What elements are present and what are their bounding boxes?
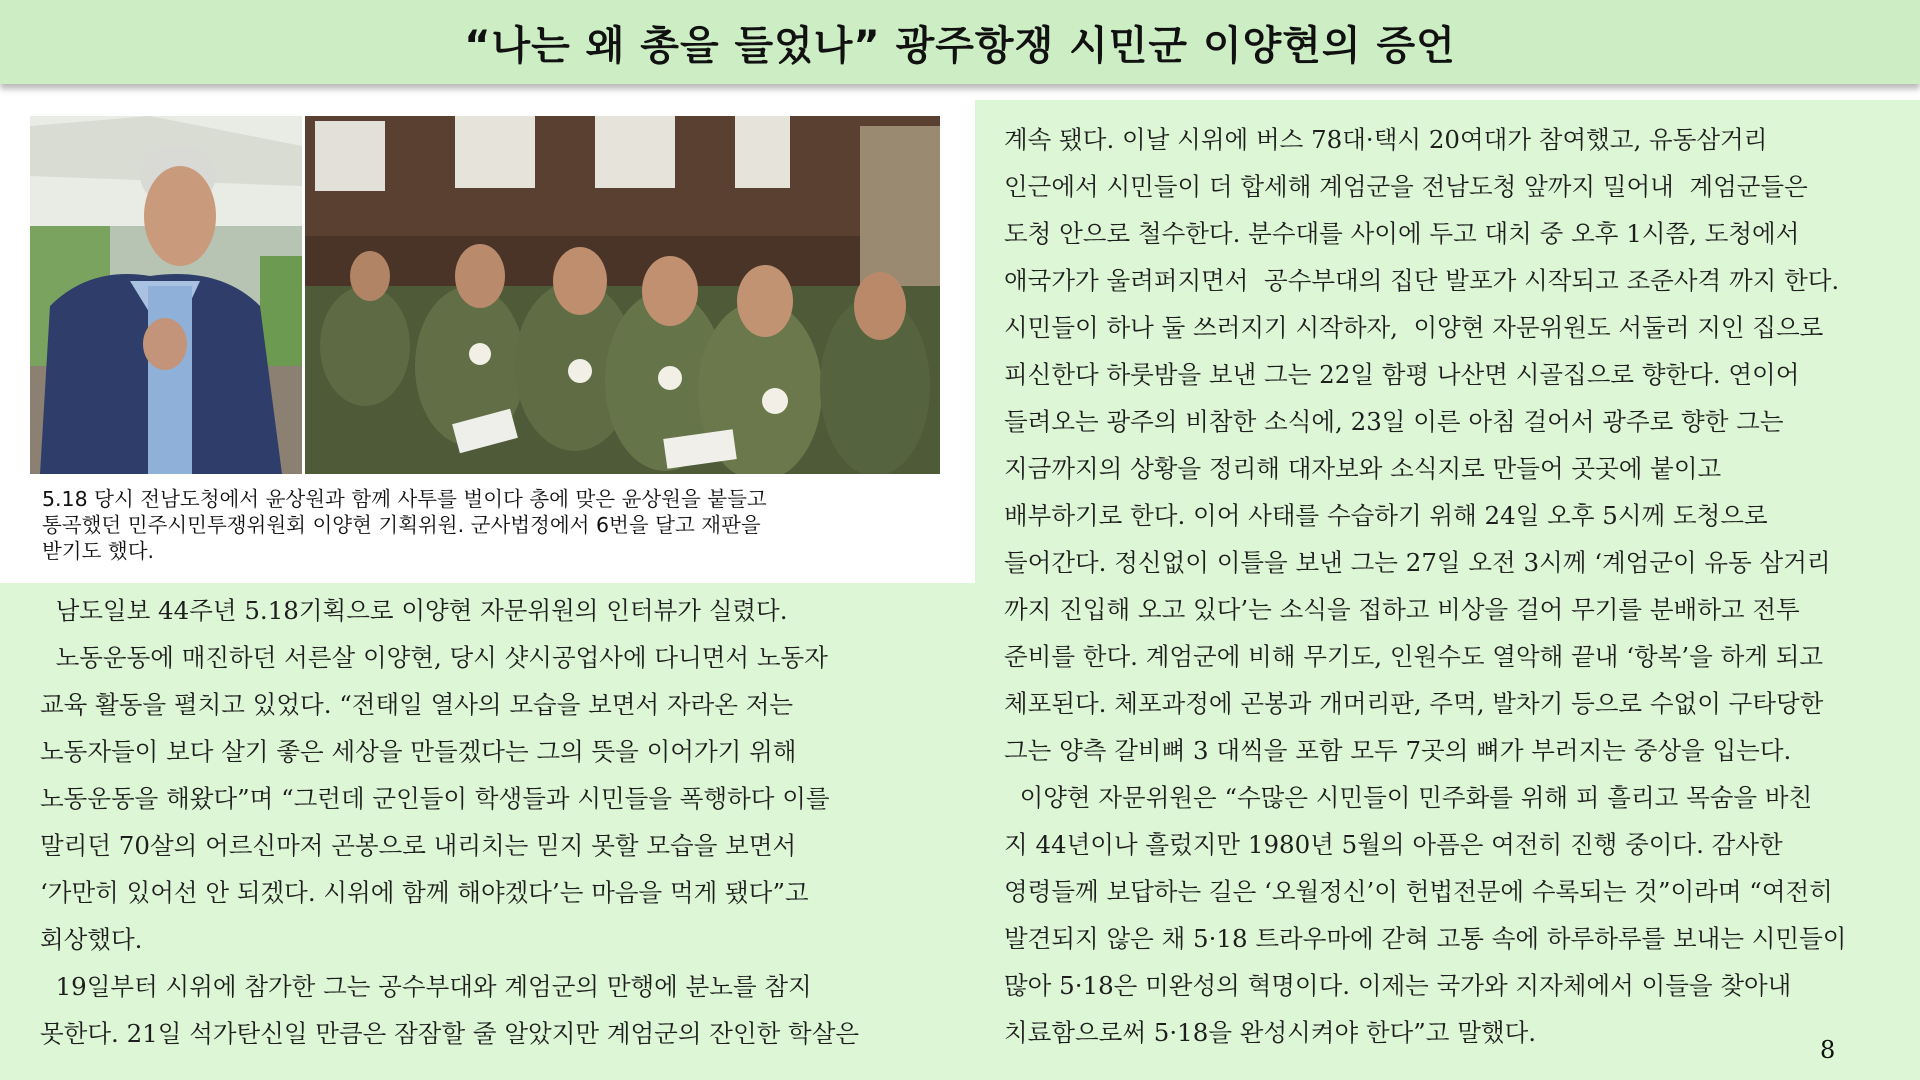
- article-line: 19일부터 시위에 참가한 그는 공수부대와 계엄군의 만행에 분노를 참지: [40, 972, 812, 1001]
- photo-interviewee: [30, 116, 302, 474]
- article-line: 들려오는 광주의 비참한 소식에, 23일 이른 아침 걸어서 광주로 향한 그는: [1004, 407, 1784, 436]
- article-line: 발견되지 않은 채 5·18 트라우마에 갇혀 고통 속에 하루하루를 보내는 시민들이: [1004, 924, 1847, 953]
- page-number: 8: [1820, 1036, 1836, 1064]
- article-line: 지 44년이나 흘렀지만 1980년 5월의 아픔은 여전히 진행 중이다. 감사한: [1004, 830, 1783, 859]
- article-line: 시민들이 하나 둘 쓰러지기 시작하자, 이양현 자문위원도 서둘러 지인 집으로: [1004, 313, 1824, 342]
- article-line: 노동운동을 해왔다”며 “그런데 군인들이 학생들과 시민들을 폭행하다 이를: [40, 784, 830, 813]
- article-line: 남도일보 44주년 5.18기획으로 이양현 자문위원의 인터뷰가 실렸다.: [40, 596, 788, 625]
- article-line: 까지 진입해 오고 있다’는 소식을 접하고 비상을 걸어 무기를 분배하고 전투: [1004, 595, 1800, 624]
- article-line: 인근에서 시민들이 더 합세해 계엄군을 전남도청 앞까지 밀어내 계엄군들은: [1004, 172, 1808, 201]
- photo-caption: [42, 486, 942, 564]
- photo-panel: [30, 116, 940, 474]
- title-bar: [0, 0, 1920, 84]
- article-line: 들어간다. 정신없이 이틀을 보낸 그는 27일 오전 3시께 ‘계엄군이 유동 삼거리: [1004, 548, 1831, 577]
- article-line: 그는 양측 갈비뼈 3 대씩을 포함 모두 7곳의 뼈가 부러지는 중상을 입는다.: [1004, 736, 1792, 765]
- article-line: 못한다. 21일 석가탄신일 만큼은 잠잠할 줄 알았지만 계엄군의 잔인한 학살은: [40, 1019, 860, 1048]
- article-line: 애국가가 울려퍼지면서 공수부대의 집단 발포가 시작되고 조준사격 까지 한다.: [1004, 266, 1840, 295]
- article-line: 치료함으로써 5·18을 완성시켜야 한다”고 말했다.: [1004, 1018, 1537, 1047]
- article-line: 체포된다. 체포과정에 곤봉과 개머리판, 주먹, 발차기 등으로 수없이 구타당한: [1004, 689, 1824, 718]
- caption-line: 통곡했던 민주시민투쟁위원회 이양현 기획위원. 군사법정에서 6번을 달고 재판을: [42, 513, 761, 537]
- article-line: 노동운동에 매진하던 서른살 이양현, 당시 샷시공업사에 다니면서 노동자: [40, 643, 828, 672]
- article-line: 이양현 자문위원은 “수많은 시민들이 민주화를 위해 피 흘리고 목숨을 바친: [1004, 783, 1813, 812]
- article-line: 말리던 70살의 어르신마저 곤봉으로 내리치는 믿지 못할 모습을 보면서: [40, 831, 797, 860]
- photo-military-court: [305, 116, 940, 474]
- page-title: “나는 왜 총을 들었나” 광주항쟁 시민군 이양현의 증언: [464, 22, 1456, 69]
- article-line: 회상했다.: [40, 925, 143, 954]
- caption-line: 5.18 당시 전남도청에서 윤상원과 함께 사투를 벌이다 총에 맞은 윤상원을 붙들고: [42, 487, 767, 511]
- article-line: 많아 5·18은 미완성의 혁명이다. 이제는 국가와 지자체에서 이들을 찾아내: [1004, 971, 1792, 1000]
- article-line: 교육 활동을 펼치고 있었다. “전태일 열사의 모습을 보면서 자라온 저는: [40, 690, 794, 719]
- article-line: ‘가만히 있어선 안 되겠다. 시위에 함께 해야겠다’는 마음을 먹게 됐다”고: [40, 878, 809, 907]
- article-line: 계속 됐다. 이날 시위에 버스 78대·택시 20여대가 참여했고, 유동삼거리: [1004, 125, 1768, 154]
- article-line: 도청 안으로 철수한다. 분수대를 사이에 두고 대치 중 오후 1시쯤, 도청에서: [1004, 219, 1800, 248]
- article-line: 영령들께 보답하는 길은 ‘오월정신’이 헌법전문에 수록되는 것”이라며 “여전히: [1004, 877, 1833, 906]
- article-line: 준비를 한다. 계엄군에 비해 무기도, 인원수도 열악해 끝내 ‘항복’을 하게 되고: [1004, 642, 1824, 671]
- article-line: 노동자들이 보다 살기 좋은 세상을 만들겠다는 그의 뜻을 이어가기 위해: [40, 737, 797, 766]
- article-line: 지금까지의 상황을 정리해 대자보와 소식지로 만들어 곳곳에 붙이고: [1004, 454, 1722, 483]
- article-line: 피신한다 하룻밤을 보낸 그는 22일 함평 나산면 시골집으로 향한다. 연이어: [1004, 360, 1800, 389]
- caption-line: 받기도 했다.: [42, 539, 155, 563]
- article-line: 배부하기로 한다. 이어 사태를 수습하기 위해 24일 오후 5시께 도청으로: [1004, 501, 1768, 530]
- article-right-column: [1004, 116, 1846, 1056]
- article-left-column: [40, 587, 859, 1057]
